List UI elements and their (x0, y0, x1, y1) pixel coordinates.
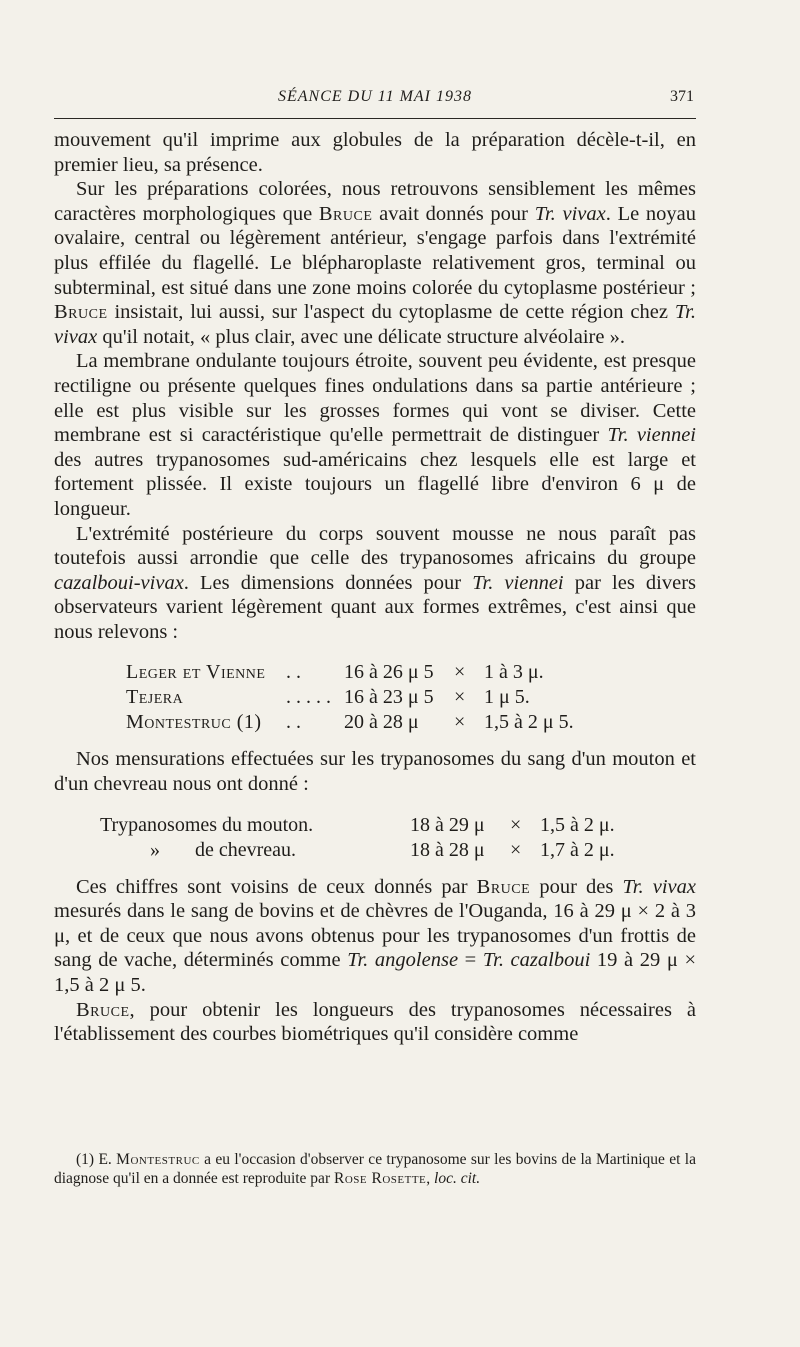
paragraph-6: Ces chiffres sont voisins de ceux donnés par Bruce pour des Tr. vivax mesurés dans le sang de bovins et de chèvres de l'Ouganda, 16 à 29 μ × 2 à 3 μ, et de ceux que nous avons obtenus pour les trypanosomes d'un frottis de sang de vache, déterminés comme Tr. angolense = Tr. cazalboui 19 à 29 μ × 1,5 à 2 μ 5. (54, 875, 697, 997)
observer-measurements-table (54, 660, 696, 735)
author-bruce: Bruce (318, 202, 373, 225)
page-number: 371 (670, 88, 694, 105)
own-measurements-table (54, 813, 696, 863)
species-name: Tr. vivax (622, 875, 696, 898)
paragraph-3: La membrane ondulante toujours étroite, souvent peu évidente, est presque rectiligne ou présente quelques fines ondulations dans sa partie antérieure ; elle est plus visible sur les grosses formes qui vont se diviser. Cette membrane est si caractéristique qu'elle permettrait de distinguer Tr. viennei des autres trypanosomes sud-américains chez lesquels elle est large et fortement plissée. Il existe toujours un flagellé libre d'environ 6 μ de longueur. (54, 350, 697, 520)
author-bruce: Bruce (476, 875, 531, 898)
article-body (54, 128, 696, 1047)
species-name: Tr. cazalboui (482, 949, 591, 972)
paragraph-5: Nos mensurations effectuées sur les trypanosomes du sang d'un mouton et d'un chevreau nous ont donné : (54, 748, 696, 796)
header-title: SÉANCE DU 11 MAI 1938 (277, 88, 472, 105)
running-header (54, 88, 696, 110)
table-row: Trypanosomes du mouton. 18 à 29 μ × 1,5 à 2 μ. (100, 813, 615, 836)
paragraph-7: Bruce, pour obtenir les longueurs des trypanosomes nécessaires à l'établissement des courbes biométriques qu'il considère comme (54, 998, 696, 1046)
footnote-author: Montestruc (116, 1151, 200, 1168)
table-row: Tejera . . . . . 16 à 23 μ 5 × 1 μ 5. (126, 686, 530, 709)
paragraph-1: mouvement qu'il imprime aux globules de la préparation décèle-t-il, en premier lieu, sa présence. (54, 129, 696, 176)
paragraph-2: Sur les préparations colorées, nous retrouvons sensiblement les mêmes caractères morphologiques que Bruce avait donnés pour Tr. vivax. Le noyau ovalaire, central ou légèrement antérieur, s'engage parfois dans l'extrémité plus effilée du flagellé. Le blépharoplaste relativement gros, terminal ou subterminal, est situé dans une zone moins colorée du cytoplasme postérieur ; Bruce insistait, lui aussi, sur l'aspect du cytoplasme de cette région chez Tr. vivax qu'il notait, « plus clair, avec une délicate structure alvéolaire ». (54, 178, 696, 348)
species-name: Tr. angolense (347, 949, 459, 972)
footnote: (1) E. Montestruc a eu l'occasion d'observer ce trypanosome sur les bovins de la Martinique et la diagnose qu'il en a donnée est reproduite par Rose Rosette, loc. cit. (54, 1151, 696, 1187)
paragraph-4: L'extrémité postérieure du corps souvent mousse ne nous paraît pas toutefois aussi arrondie que celle des trypanosomes africains du groupe cazalboui-vivax. Les dimensions données pour Tr. viennei par les divers observateurs varient légèrement quant aux formes extrêmes, c'est ainsi que nous relevons : (54, 522, 696, 643)
table-row: Leger et Vienne . . 16 à 26 μ 5 × 1 à 3 μ. (126, 661, 544, 684)
species-name: Tr. vivax (54, 301, 696, 348)
table-row: » de chevreau. 18 à 28 μ × 1,7 à 2 μ. (150, 838, 615, 861)
table-row: Montestruc (1) . . 20 à 28 μ × 1,5 à 2 μ 5. (126, 711, 574, 734)
species-name: Tr. viennei (607, 424, 697, 447)
author-bruce: Bruce (76, 998, 130, 1021)
group-name: cazalboui-vivax (54, 571, 184, 594)
author-bruce: Bruce (54, 301, 108, 324)
species-name: Tr. vivax (534, 202, 606, 225)
species-name: Tr. viennei (472, 571, 564, 594)
header-rule (54, 118, 696, 119)
footnote-author: Rose Rosette (333, 1170, 427, 1187)
